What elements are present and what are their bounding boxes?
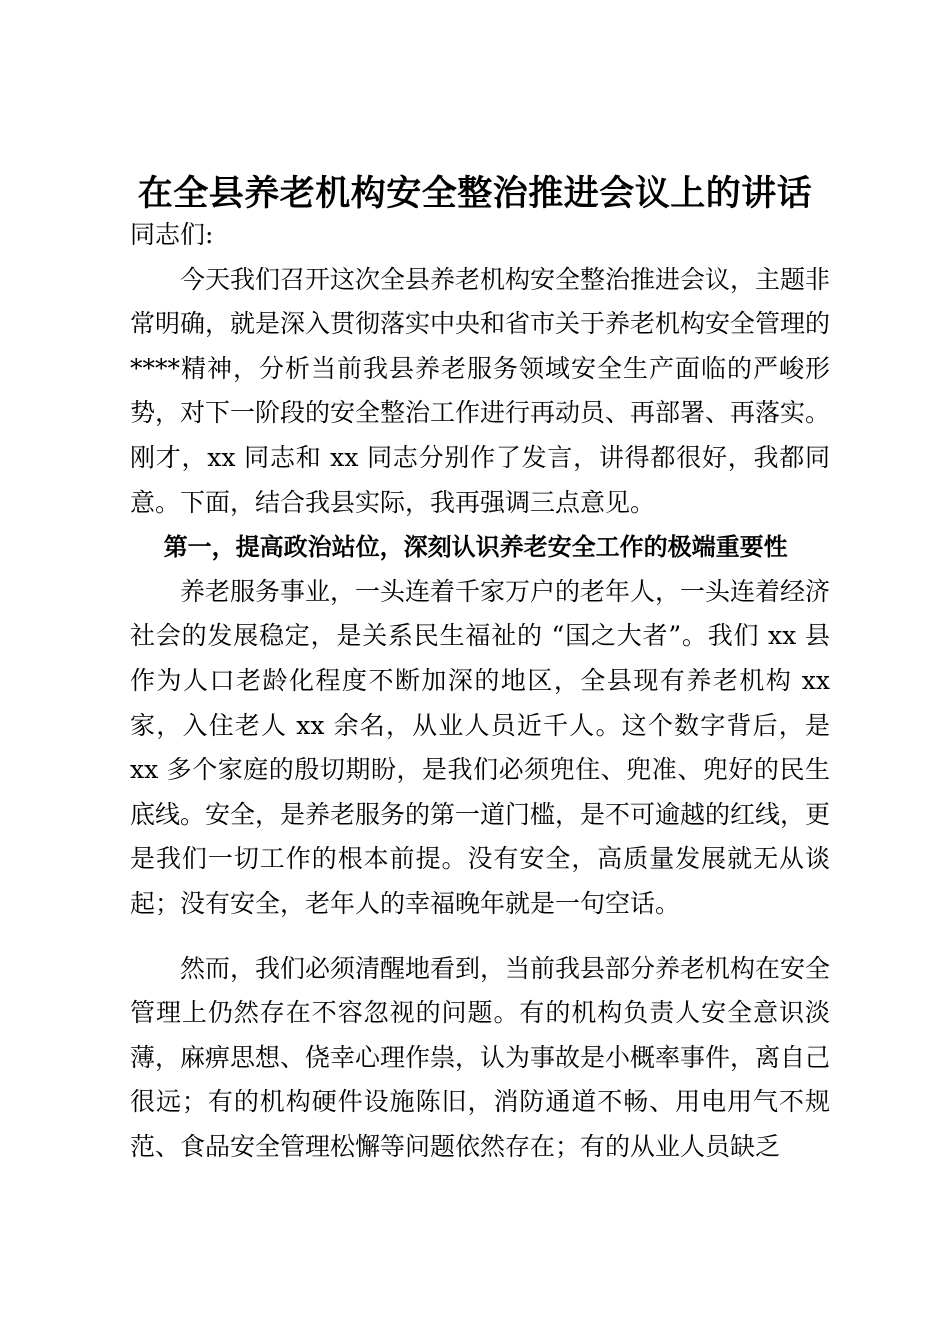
- salutation: 同志们:: [130, 220, 214, 249]
- body-paragraph-1: 养老服务事业，一头连着千家万户的老年人，一头连着经济社会的发展稳定，是关系民生福祉的 “国之大者”。我们 xx 县作为人口老龄化程度不断加深的地区，全县现有养老机构 xx 家，入住老人 xx 余名，从业人员近千人。这个数字背后，是 xx 多个家庭的殷切期盼，是我们必须兜住、兜准、兜好的民生底线。安全，是养老服务的第一道门槛，是不可逾越的红线，更是我们一切工作的根本前提。没有安全，高质量发展就无从谈起；没有安全，老年人的幸福晚年就是一句空话。: [130, 576, 831, 918]
- document-body: [130, 213, 830, 1169]
- section-heading-one: 第一，提高政治站位，深刻认识养老安全工作的极端重要性: [163, 533, 788, 562]
- intro-paragraph: 今天我们召开这次全县养老机构安全整治推进会议，主题非常明确，就是深入贯彻落实中央和省市关于养老机构安全管理的****精神，分析当前我县养老服务领域安全生产面临的严峻形势，对下一阶段的安全整治工作进行再动员、再部署、再落实。刚才，xx 同志和 xx 同志分别作了发言，讲得都很好，我都同意。下面，结合我县实际，我再强调三点意见。: [130, 264, 831, 517]
- document-title: 在全县养老机构安全整治推进会议上的讲话: [137, 174, 813, 214]
- body-paragraph-2: 然而，我们必须清醒地看到，当前我县部分养老机构在安全管理上仍然存在不容忽视的问题。有的机构负责人安全意识淡薄，麻痹思想、侥幸心理作祟，认为事故是小概率事件，离自己很远；有的机构硬件设施陈旧，消防通道不畅、用电用气不规范、食品安全管理松懈等问题依然存在；有的从业人员缺乏: [130, 953, 831, 1161]
